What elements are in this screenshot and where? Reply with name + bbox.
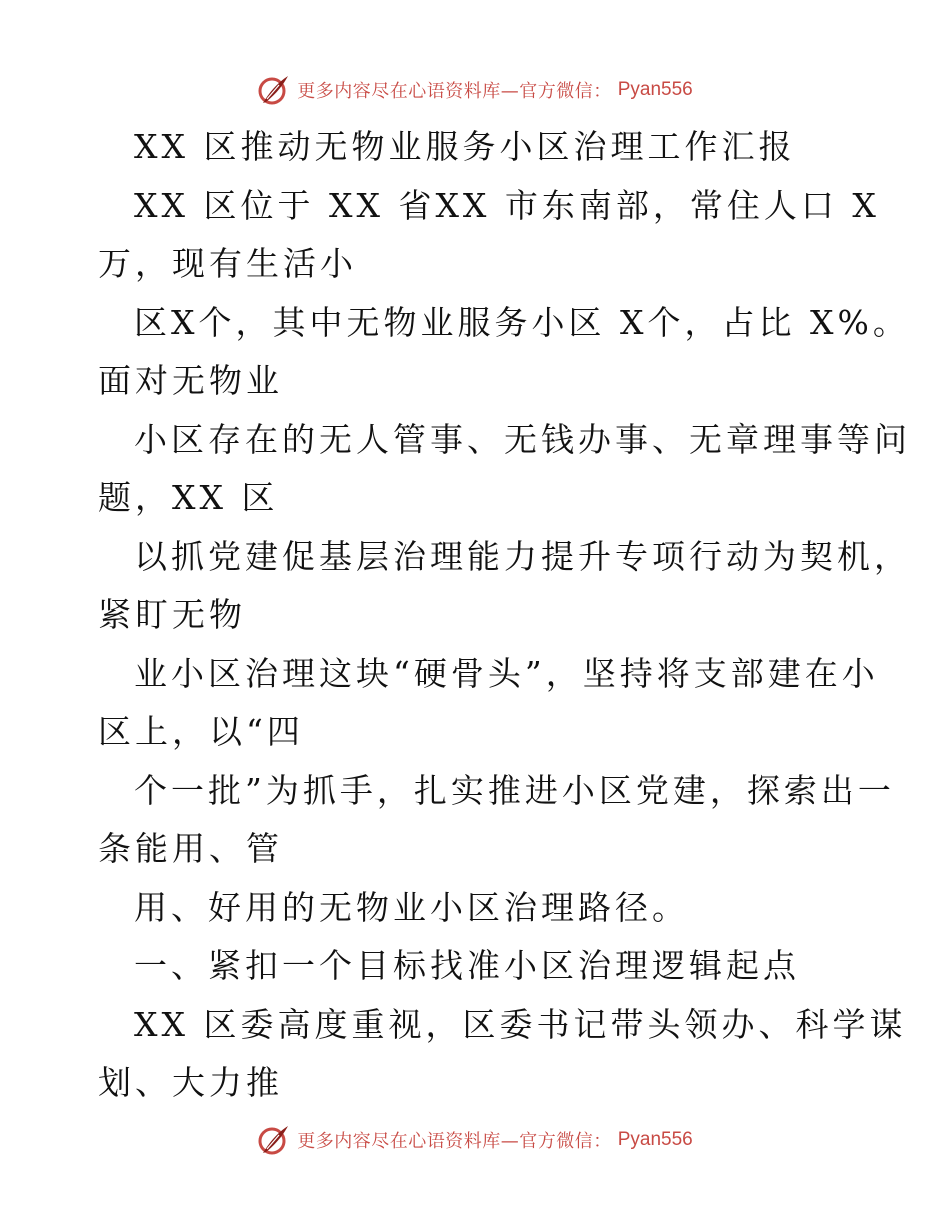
- text-line: 区上，以“四: [98, 712, 304, 751]
- watermark-text: 更多内容尽在心语资料库—官方微信：: [297, 1131, 612, 1152]
- text-line: XX 区委高度重视，区委书记带头领办、科学谋: [134, 1004, 907, 1044]
- text-line: 题，XX 区: [98, 478, 279, 517]
- header-watermark: [0, 68, 950, 112]
- text-line: 一、紧扣一个目标找准小区治理逻辑起点: [134, 946, 800, 985]
- text-line: 划、大力推: [98, 1063, 283, 1102]
- watermark-wechat-id: Pyan556: [617, 1129, 693, 1150]
- text-line: 个一批”为抓手，扎实推进小区党建，探索出一: [134, 770, 895, 810]
- text-line: XX 区推动无物业服务小区治理工作汇报: [134, 127, 796, 166]
- text-line: 区X个，其中无物业服务小区 X个，占比 X%。: [134, 302, 910, 342]
- feather-pen-logo-icon: [257, 73, 291, 107]
- text-line: 万，现有生活小: [98, 244, 357, 283]
- text-line: 用、好用的无物业小区治理路径。: [134, 887, 689, 927]
- text-line: 小区存在的无人管事、无钱办事、无章理事等问: [134, 419, 911, 459]
- text-line: 条能用、管: [98, 829, 283, 868]
- text-line: XX 区位于 XX 省XX 市东南部，常住人口 X: [134, 185, 880, 225]
- footer-watermark: [0, 1118, 950, 1162]
- watermark-wechat-id: Pyan556: [617, 79, 693, 100]
- feather-pen-logo-icon: [257, 1123, 291, 1157]
- text-line: 紧盯无物: [98, 595, 246, 634]
- text-line: 面对无物业: [98, 361, 283, 400]
- text-line: 业小区治理这块“硬骨头”，坚持将支部建在小: [134, 653, 879, 693]
- document-body: [98, 118, 911, 1113]
- watermark-text: 更多内容尽在心语资料库—官方微信：: [297, 81, 612, 102]
- text-line: 以抓党建促基层治理能力提升专项行动为契机，: [134, 536, 911, 576]
